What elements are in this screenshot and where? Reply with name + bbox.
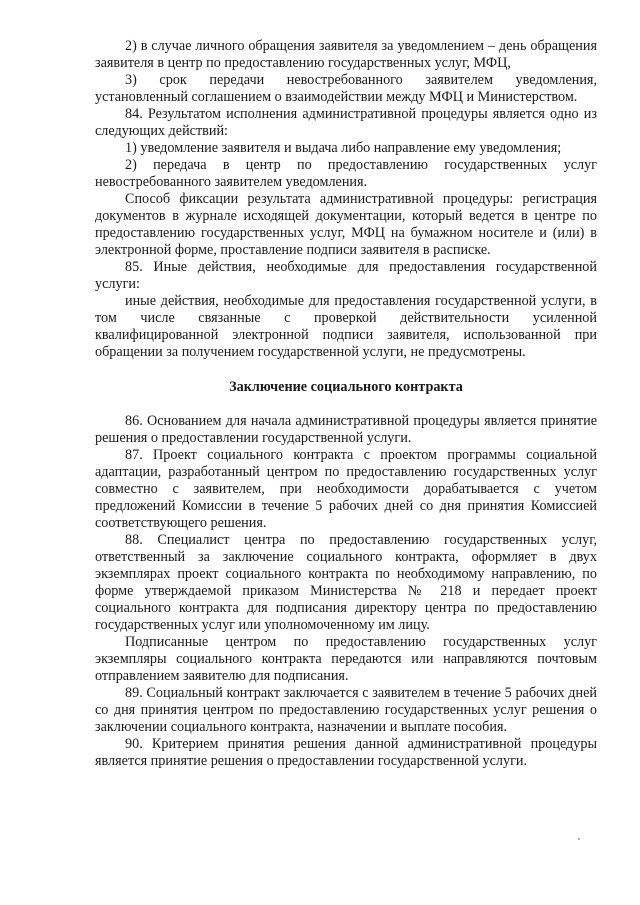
paragraph-84-result: 84. Результатом исполнения административной процедуры является одно из следующих действий: xyxy=(95,106,597,139)
paragraph-signed-copies: Подписанные центром по предоставлению государственных услуг экземпляры социального контракта передаются или направляются почтовым отправлением заявителю для подписания. xyxy=(95,634,597,684)
paragraph-84-item-1: 1) уведомление заявителя и выдача либо направление ему уведомления; xyxy=(125,140,562,156)
scan-speck xyxy=(578,838,580,840)
paragraph-89: 89. Социальный контракт заключается с заявителем в течение 5 рабочих дней со дня принятия центром по предоставлению государственных услуг решения о заключении социального контракта, назначении и выплате пособия. xyxy=(95,685,597,735)
paragraph-87: 87. Проект социального контракта с проектом программы социальной адаптации, разработанный центром по предоставлению государственных услуг совместно с заявителем, при необходимости дорабатывается с учетом предложений Комиссии в течение 5 рабочих дней со дня принятия Комиссией соответствующего решения. xyxy=(95,447,597,531)
paragraph-85-other-actions: 85. Иные действия, необходимые для предоставления государственной услуги: xyxy=(95,259,597,292)
paragraph-85-details: иные действия, необходимые для предоставления государственной услуги, в том числе связанные с проверкой действительности усиленной квалифицированной электронной подписи заявителя, использованной при обращении за получением государственной услуги, не предусмотрены. xyxy=(95,293,597,360)
section-heading: Заключение социального контракта xyxy=(229,379,463,395)
paragraph-item-3-transfer-deadline: 3) срок передачи невостребованного заявителем уведомления, установленный соглашением о взаимодействии между МФЦ и Министерством. xyxy=(95,72,597,105)
paragraph-84-item-2: 2) передача в центр по предоставлению государственных услуг невостребованного заявителем уведомления. xyxy=(95,157,597,190)
paragraph-90: 90. Критерием принятия решения данной административной процедуры является принятие решения о предоставлении государственной услуги. xyxy=(95,736,597,769)
paragraph-86: 86. Основанием для начала административной процедуры является принятие решения о предоставлении государственной услуги. xyxy=(95,413,597,446)
document-page xyxy=(95,38,597,770)
paragraph-item-2-notification-day: 2) в случае личного обращения заявителя за уведомлением – день обращения заявителя в центр по предоставлению государственных услуг, МФЦ, xyxy=(95,38,597,71)
paragraph-fixation-method: Способ фиксации результата административной процедуры: регистрация документов в журнале исходящей документации, который ведется в центре по предоставлению государственных услуг, МФЦ на бумажном носителе и (или) в электронной форме, проставление подписи заявителя в расписке. xyxy=(95,191,597,258)
paragraph-88: 88. Специалист центра по предоставлению государственных услуг, ответственный за заключение социального контракта, оформляет в двух экземплярах проект социального контракта по необходимому направлению, по форме утверждаемой приказом Министерства № 218 и передает проект социального контракта для подписания директору центра по предоставлению государственных услуг или уполномоченному им лицу. xyxy=(95,532,597,633)
